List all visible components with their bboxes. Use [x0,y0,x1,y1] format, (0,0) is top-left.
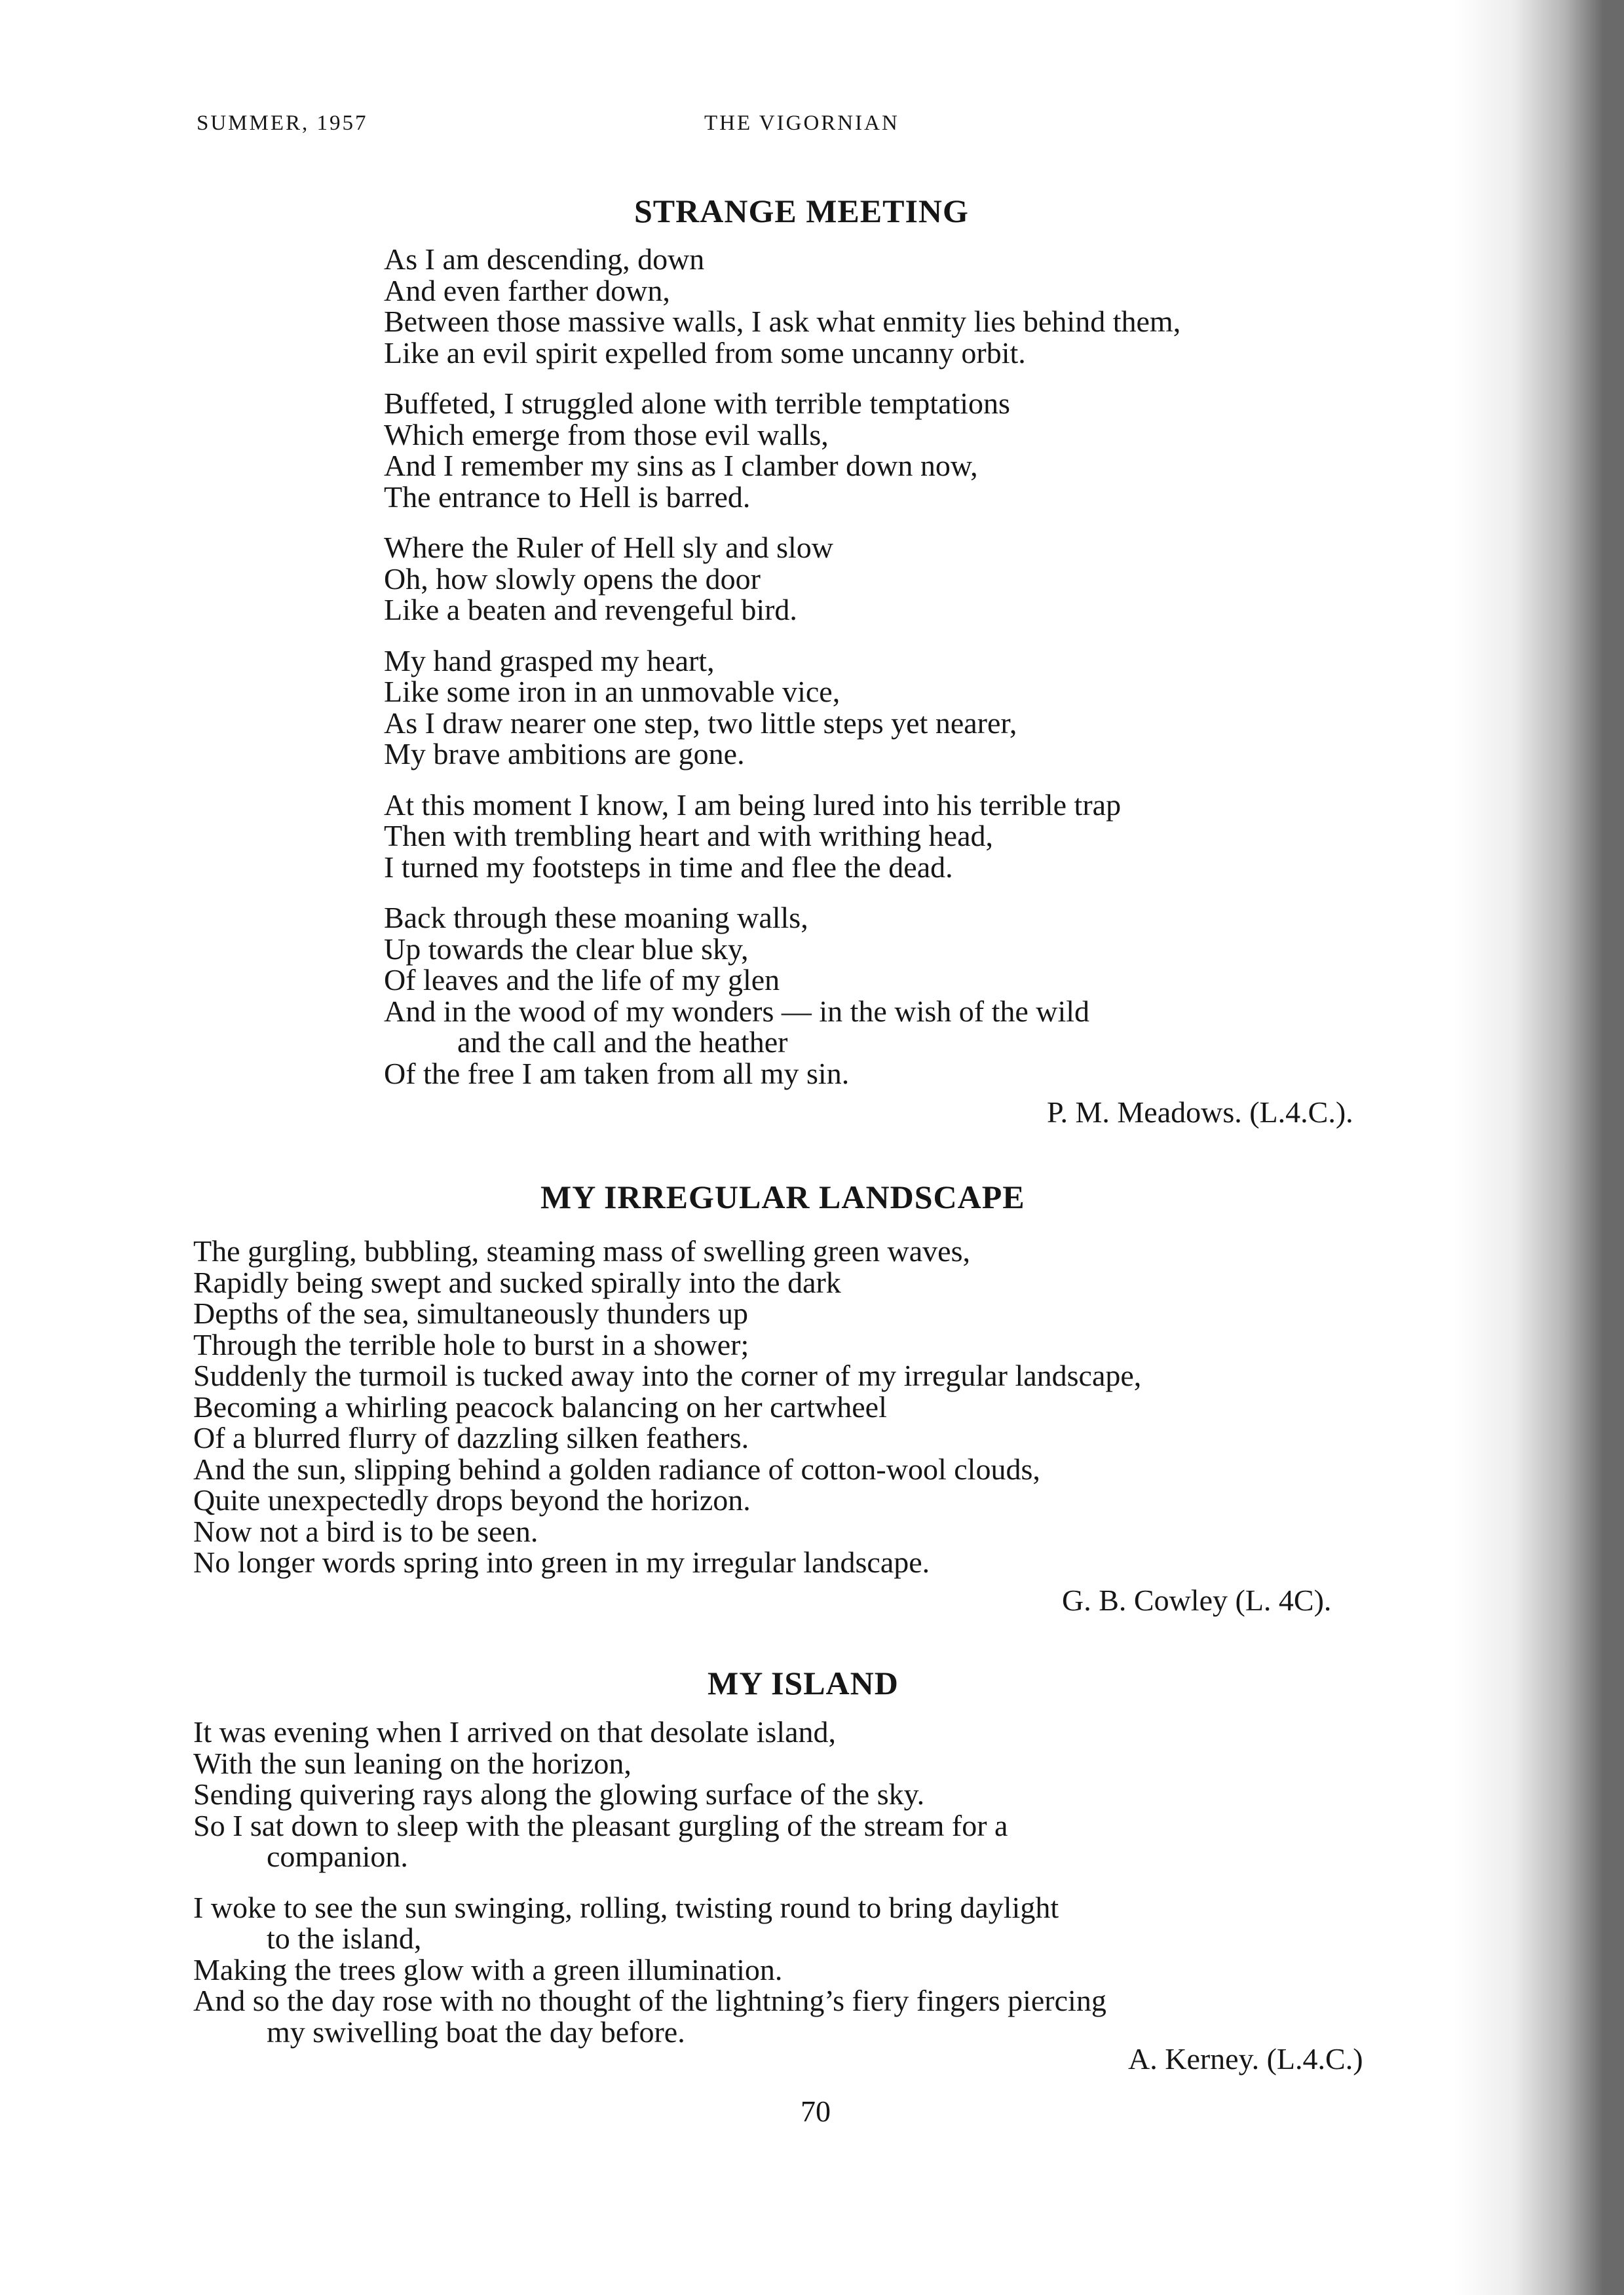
stanza-gap [384,770,1180,789]
poem-line: So I sat down to sleep with the pleasant gurgling of the stream for a [193,1808,1008,1842]
poem-line: My brave ambitions are gone. [384,737,745,770]
poem-body-my-island [193,1717,1106,2047]
poem-line: Of the free I am taken from all my sin. [384,1056,850,1090]
poem-line: and the call and the heather [457,1025,788,1059]
poem-line: I turned my footsteps in time and flee the dead. [384,850,953,884]
stanza-gap [384,626,1180,645]
poem-author-my-island: A. Kerney. (L.4.C.) [1128,2042,1363,2076]
poem-line: At this moment I know, I am being lured into his terrible trap [384,787,1122,822]
poem-line: Oh, how slowly opens the door [384,561,761,596]
page-number: 70 [801,2095,831,2128]
poem-line: The entrance to Hell is barred. [384,480,751,514]
poem-title-my-island: MY ISLAND [708,1665,899,1701]
poem-line: With the sun leaning on the horizon, [193,1746,632,1780]
poem-line: No longer words spring into green in my irregular landscape. [193,1546,930,1579]
poem-line: It was evening when I arrived on that desolate island, [193,1715,837,1749]
poem-line: As I draw nearer one step, two little steps yet nearer, [384,706,1017,740]
poem-line: Quite unexpectedly drops beyond the horizon. [193,1483,751,1517]
poem-line: Making the trees glow with a green illumination. [193,1952,783,1986]
poem-title-my-irregular-landscape: MY IRREGULAR LANDSCAPE [540,1179,1025,1215]
page-edge-shadow [1454,0,1624,2295]
stanza-gap [384,368,1180,388]
poem-line: Up towards the clear blue sky, [384,932,749,966]
poem-line: And so the day rose with no thought of the lightning’s fiery fingers piercing [193,1984,1106,2017]
poem-line: Through the terrible hole to burst in a shower; [193,1327,749,1361]
stanza-gap [193,1872,1106,1892]
poem-line: Suddenly the turmoil is tucked away into the corner of my irregular landscape, [193,1359,1142,1392]
poem-line: I woke to see the sun swinging, rolling, twisting round to bring daylight [193,1890,1059,1924]
poem-line: And the sun, slipping behind a golden radiance of cotton-wool clouds, [193,1452,1040,1486]
poem-line: to the island, [267,1922,422,1955]
poem-line: Between those massive walls, I ask what enmity lies behind them, [384,305,1181,338]
running-head-date: SUMMER, 1957 [197,111,368,135]
poem-line: Of leaves and the life of my glen [384,963,780,996]
poem-line: Depths of the sea, simultaneously thunders up [193,1297,749,1330]
stanza-gap [384,882,1180,902]
running-head-title: THE VIGORNIAN [704,111,899,135]
poem-line: And I remember my sins as I clamber down now, [384,449,978,482]
poem-line: Like a beaten and revengeful bird. [384,593,797,626]
poem-line: My hand grasped my heart, [384,643,715,677]
poem-line: The gurgling, bubbling, steaming mass of swelling green waves, [193,1234,971,1268]
poem-body-strange-meeting [384,244,1180,1089]
poem-line: And even farther down, [384,273,670,307]
poem-line: Of a blurred flurry of dazzling silken feathers. [193,1421,749,1454]
poem-body-my-irregular-landscape [193,1236,1141,1578]
poem-line: companion. [267,1840,408,1873]
poem-line: Which emerge from those evil walls, [384,417,829,451]
poem-line: Like some iron in an unmovable vice, [384,675,840,708]
poem-line: Becoming a whirling peacock balancing on her cartwheel [193,1390,887,1424]
poem-line: And in the wood of my wonders — in the wish of the wild [384,994,1090,1028]
poem-line: Rapidly being swept and sucked spirally into the dark [193,1265,841,1299]
poem-line: Sending quivering rays along the glowing surface of the sky. [193,1777,925,1811]
stanza-gap [384,512,1180,532]
poem-line: Buffeted, I struggled alone with terrible temptations [384,387,1010,420]
poem-line: Where the Ruler of Hell sly and slow [384,531,833,564]
poem-author-my-irregular-landscape: G. B. Cowley (L. 4C). [1062,1584,1332,1617]
poem-line: my swivelling boat the day before. [267,2015,685,2049]
poem-title-strange-meeting: STRANGE MEETING [634,193,969,229]
poem-line: Like an evil spirit expelled from some uncanny orbit. [384,335,1026,370]
poem-author-strange-meeting: P. M. Meadows. (L.4.C.). [1047,1095,1353,1129]
poem-line: As I am descending, down [384,242,705,276]
poem-line: Then with trembling heart and with writhing head, [384,819,993,852]
poem-line: Now not a bird is to be seen. [193,1514,538,1548]
poem-line: Back through these moaning walls, [384,901,808,934]
